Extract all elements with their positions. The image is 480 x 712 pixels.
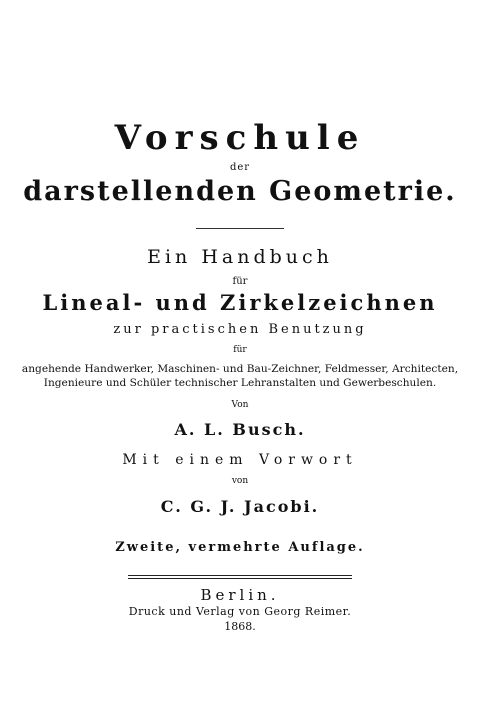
foreword-by: von bbox=[231, 476, 249, 486]
book-title: Vorschule bbox=[114, 118, 366, 158]
imprint-city: Berlin. bbox=[200, 586, 280, 604]
foreword-label: Mit einem Vorwort bbox=[122, 452, 358, 468]
edition-line: Zweite, vermehrte Auflage. bbox=[115, 540, 365, 555]
subject-line: Lineal- und Zirkelzeichnen bbox=[42, 290, 438, 315]
imprint-divider-bottom bbox=[128, 578, 352, 579]
audience-line-2: Ingenieure und Schüler technischer Lehranstalten und Gewerbeschulen. bbox=[43, 377, 437, 389]
book-subtitle: darstellenden Geometrie. bbox=[23, 176, 457, 207]
connector-fuer-2: für bbox=[233, 345, 247, 355]
imprint-publisher: Druck und Verlag von Georg Reimer. bbox=[128, 605, 352, 618]
foreword-author: C. G. J. Jacobi. bbox=[160, 497, 320, 516]
imprint-year: 1868. bbox=[224, 620, 256, 633]
connector-fuer: für bbox=[232, 276, 248, 287]
imprint-divider-top bbox=[128, 575, 352, 576]
title-connector: der bbox=[229, 162, 251, 173]
handbook-heading: Ein Handbuch bbox=[147, 246, 333, 268]
audience-line-1: angehende Handwerker, Maschinen- und Bau-Zeichner, Feldmesser, Architecten, bbox=[21, 363, 459, 375]
author-name: A. L. Busch. bbox=[174, 420, 306, 439]
title-divider bbox=[196, 228, 284, 229]
author-by: Von bbox=[231, 400, 249, 410]
usage-line: zur practischen Benutzung bbox=[113, 322, 367, 337]
